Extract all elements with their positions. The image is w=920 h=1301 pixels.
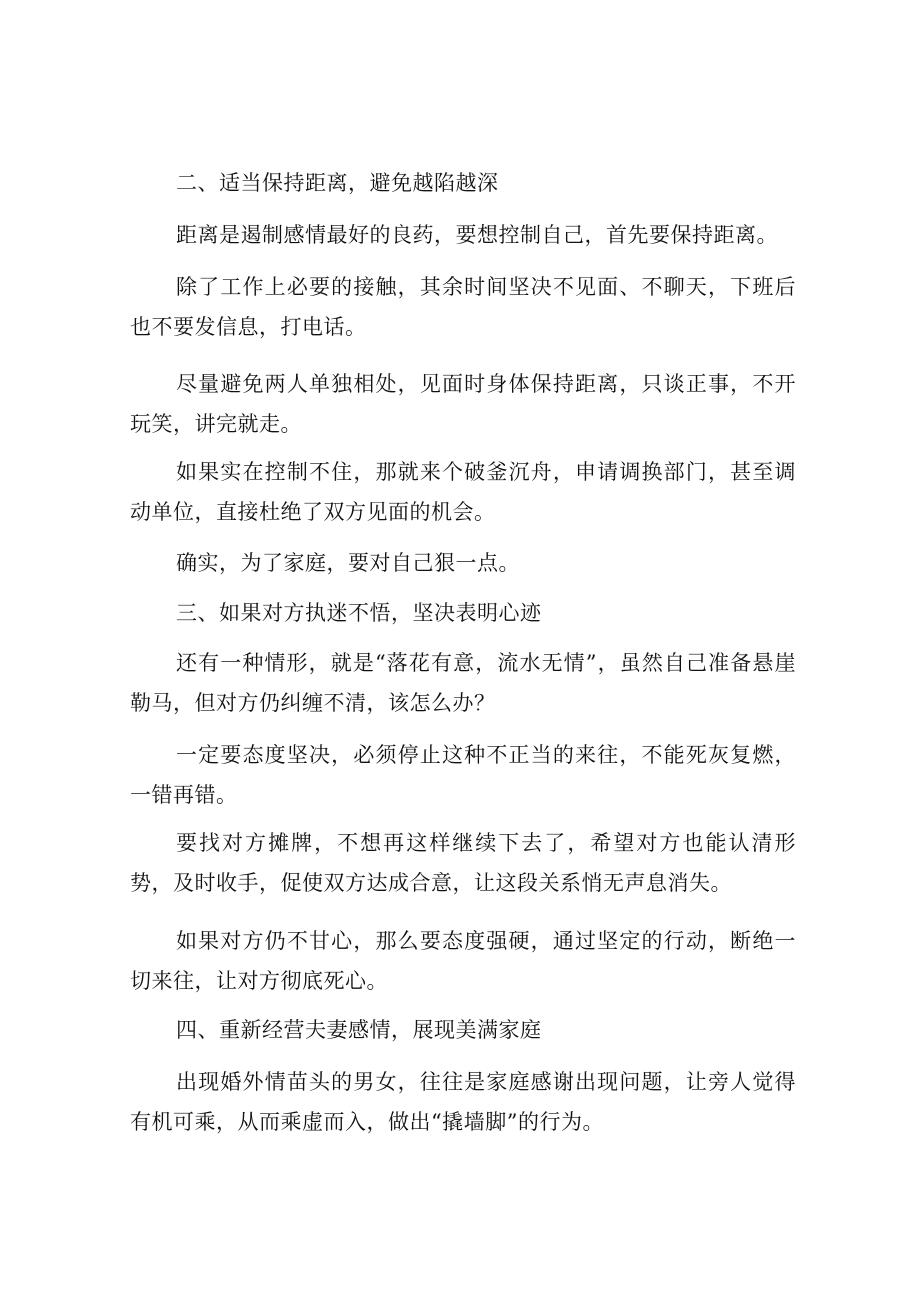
paragraph: 一定要态度坚决，必须停止这种不正当的来往，不能死灰复燃，一错再错。 [130,743,796,807]
section-heading-3: 三、如果对方执迷不悟，坚决表明心迹 [176,601,542,625]
paragraph: 如果对方仍不甘心，那么要态度强硬，通过坚定的行动，断绝一切来往，让对方彻底死心。 [130,929,796,993]
paragraph: 距离是遏制感情最好的良药，要想控制自己，首先要保持距离。 [176,223,778,247]
paragraph: 要找对方摊牌，不想再这样继续下去了，希望对方也能认清形势，及时收手，促使双方达成合意，让这段关系悄无声息消失。 [130,831,796,895]
paragraph: 出现婚外情苗头的男女，往往是家庭感谢出现问题，让旁人觉得有机可乘，从而乘虚而入，做出“撬墙脚”的行为。 [130,1070,796,1134]
section-heading-2: 二、适当保持距离，避免越陷越深 [176,171,499,195]
paragraph: 除了工作上必要的接触，其余时间坚决不见面、不聊天，下班后也不要发信息，打电话。 [130,275,796,339]
paragraph: 尽量避免两人单独相处，见面时身体保持距离，只谈正事，不开玩笑，讲完就走。 [130,372,796,436]
paragraph: 如果实在控制不住，那就来个破釜沉舟，申请调换部门，甚至调动单位，直接杜绝了双方见面的机会。 [130,460,796,524]
paragraph: 确实，为了家庭，要对自己狠一点。 [176,551,520,575]
section-heading-4: 四、重新经营夫妻感情，展现美满家庭 [176,1018,542,1042]
paragraph: 还有一种情形，就是“落花有意，流水无情”，虽然自己准备悬崖勒马，但对方仍纠缠不清，该怎么办？ [130,651,796,715]
